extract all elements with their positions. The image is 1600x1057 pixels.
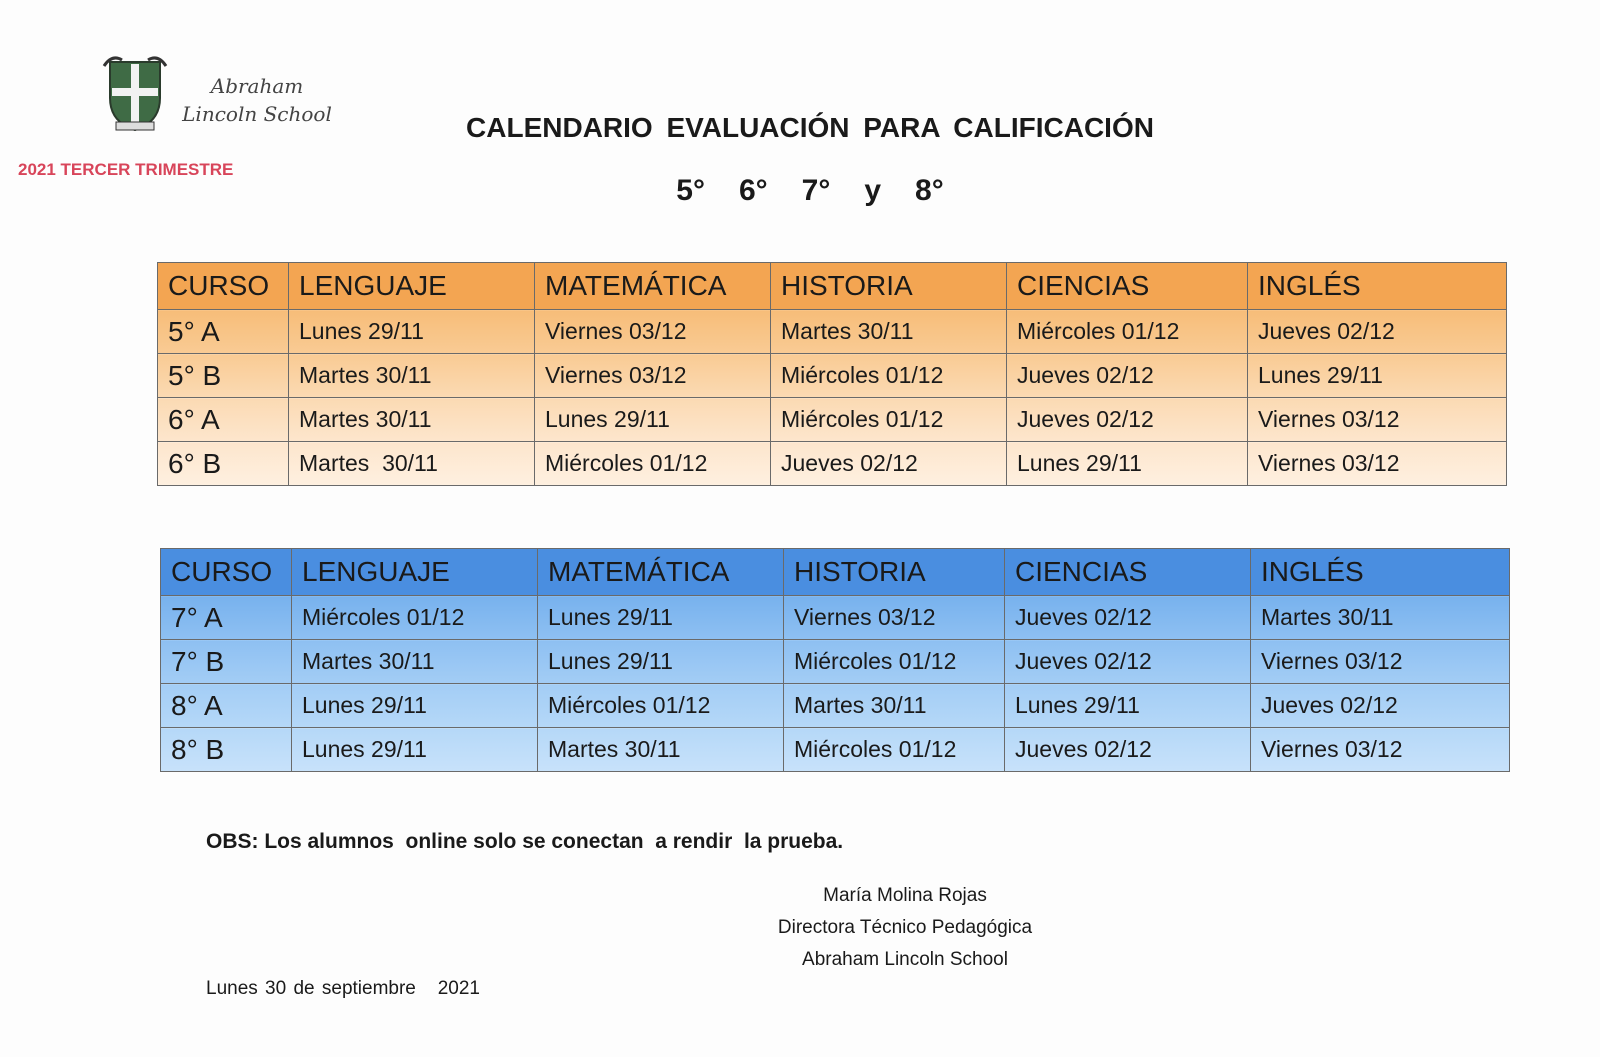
column-header: CURSO [158,263,289,310]
table-row [158,398,1507,442]
column-header: MATEMÁTICA [538,549,784,596]
date-cell: Miércoles 01/12 [771,354,1007,398]
date-cell: Miércoles 01/12 [535,442,771,486]
course-cell: 8° B [161,728,292,772]
schedule-table-7-8 [160,548,1510,772]
date-cell: Martes 30/11 [289,398,535,442]
date-cell: Martes 30/11 [784,684,1005,728]
table-row [158,310,1507,354]
date-cell: Viernes 03/12 [1251,728,1510,772]
table-header-row [161,549,1510,596]
signature-block [740,880,1070,976]
observation-note: OBS: Los alumnos online solo se conectan a rendir la prueba. [206,830,844,853]
signer-school: Abraham Lincoln School [802,949,1008,970]
course-cell: 5° B [158,354,289,398]
date-cell: Martes 30/11 [1251,596,1510,640]
grade-label: y [864,174,882,207]
date-cell: Jueves 02/12 [1251,684,1510,728]
date-cell: Jueves 02/12 [1248,310,1507,354]
column-header: CURSO [161,549,292,596]
date-cell: Martes 30/11 [292,640,538,684]
table-row [161,684,1510,728]
date-cell: Martes 30/11 [771,310,1007,354]
date-cell: Jueves 02/12 [1007,354,1248,398]
date-cell: Miércoles 01/12 [784,728,1005,772]
grade-label: 8° [915,174,944,207]
date-cell: Viernes 03/12 [535,354,771,398]
column-header: LENGUAJE [289,263,535,310]
table-row [161,640,1510,684]
date-cell: Viernes 03/12 [1251,640,1510,684]
document-date: Lunes 30 de septiembre 2021 [206,978,480,999]
page-title: CALENDARIO EVALUACIÓN PARA CALIFICACIÓN [466,112,1154,143]
date-cell: Jueves 02/12 [1005,596,1251,640]
table-row [161,728,1510,772]
course-cell: 7° B [161,640,292,684]
signer-role: Directora Técnico Pedagógica [777,917,1033,938]
date-cell: Martes 30/11 [289,442,535,486]
column-header: LENGUAJE [292,549,538,596]
date-cell: Lunes 29/11 [538,640,784,684]
school-crest-icon [102,52,168,134]
grade-label: 7° [801,174,831,207]
column-header: HISTORIA [784,549,1005,596]
course-cell: 5° A [158,310,289,354]
course-cell: 6° A [158,398,289,442]
date-cell: Miércoles 01/12 [292,596,538,640]
date-cell: Jueves 02/12 [771,442,1007,486]
date-cell: Lunes 29/11 [538,596,784,640]
column-header: CIENCIAS [1005,549,1251,596]
table-row [161,596,1510,640]
date-cell: Miércoles 01/12 [538,684,784,728]
date-cell: Lunes 29/11 [292,728,538,772]
date-cell: Lunes 29/11 [289,310,535,354]
date-cell: Lunes 29/11 [535,398,771,442]
table-header-row [158,263,1507,310]
column-header: INGLÉS [1248,263,1507,310]
date-cell: Jueves 02/12 [1005,728,1251,772]
date-cell: Viernes 03/12 [784,596,1005,640]
signer-name: María Molina Rojas [823,885,987,906]
column-header: CIENCIAS [1007,263,1248,310]
date-cell: Miércoles 01/12 [784,640,1005,684]
date-cell: Viernes 03/12 [535,310,771,354]
date-cell: Miércoles 01/12 [1007,310,1248,354]
date-cell: Martes 30/11 [289,354,535,398]
grade-label: 5° [676,174,705,207]
date-cell: Lunes 29/11 [1248,354,1507,398]
date-cell: Lunes 29/11 [1007,442,1248,486]
course-cell: 7° A [161,596,292,640]
date-cell: Martes 30/11 [538,728,784,772]
date-cell: Miércoles 01/12 [771,398,1007,442]
grades-line [430,174,1190,208]
course-cell: 8° A [161,684,292,728]
table-row [158,442,1507,486]
grade-label: 6° [738,174,768,207]
column-header: INGLÉS [1251,549,1510,596]
school-name: Abraham Lincoln School [182,74,332,126]
date-cell: Jueves 02/12 [1005,640,1251,684]
date-cell: Viernes 03/12 [1248,442,1507,486]
column-header: HISTORIA [771,263,1007,310]
column-header: MATEMÁTICA [535,263,771,310]
date-cell: Lunes 29/11 [292,684,538,728]
trimester-label: 2021 TERCER TRIMESTRE [18,160,234,179]
date-cell: Lunes 29/11 [1005,684,1251,728]
date-cell: Jueves 02/12 [1007,398,1248,442]
course-cell: 6° B [158,442,289,486]
table-row [158,354,1507,398]
date-cell: Viernes 03/12 [1248,398,1507,442]
schedule-table-5-6 [157,262,1507,486]
